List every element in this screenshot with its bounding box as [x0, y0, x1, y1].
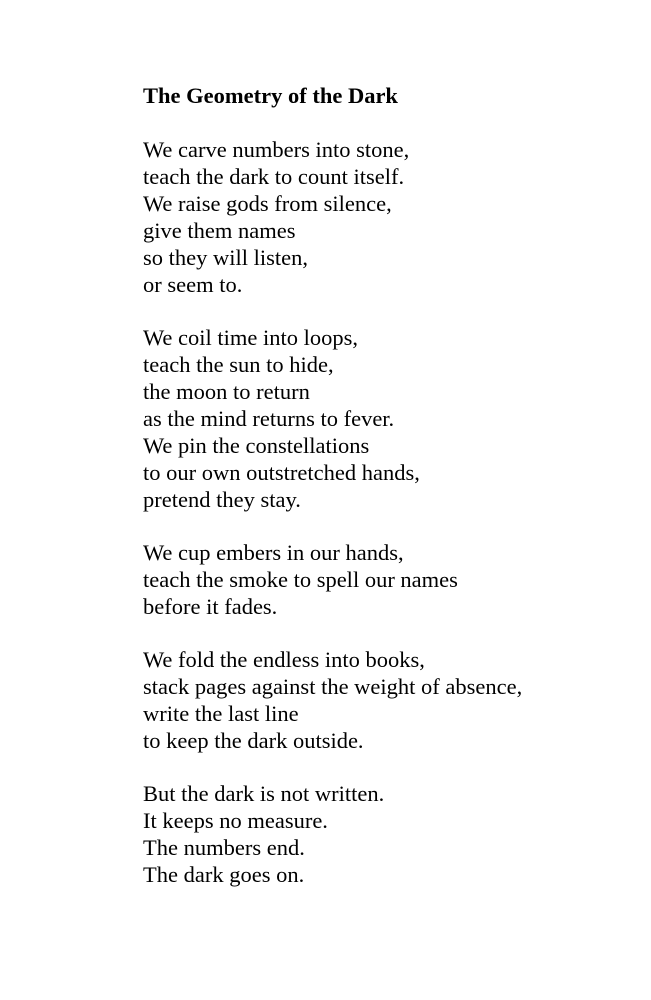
stanza	[143, 136, 633, 298]
poem-line: We fold the endless into books,	[143, 647, 425, 672]
poem-line: It keeps no measure.	[143, 808, 328, 833]
poem-line: before it fades.	[143, 594, 278, 619]
poem-line: We cup embers in our hands,	[143, 540, 404, 565]
poem-line: pretend they stay.	[143, 487, 301, 512]
stanza	[143, 646, 633, 754]
poem-line: the moon to return	[143, 379, 310, 404]
poem-line: We pin the constellations	[143, 433, 370, 458]
poem-line: We carve numbers into stone,	[143, 137, 410, 162]
poem-line: The dark goes on.	[143, 862, 305, 887]
poem-line: But the dark is not written.	[143, 781, 385, 806]
stanza	[143, 780, 633, 888]
poem-title: The Geometry of the Dark	[143, 83, 398, 108]
poem-line: to keep the dark outside.	[143, 728, 364, 753]
poem-line: or seem to.	[143, 272, 243, 297]
poem-line: We coil time into loops,	[143, 325, 359, 350]
poem	[143, 82, 633, 888]
poem-line: stack pages against the weight of absence,	[143, 674, 523, 699]
poem-line: to our own outstretched hands,	[143, 460, 420, 485]
poem-line: We raise gods from silence,	[143, 191, 392, 216]
poem-line: teach the sun to hide,	[143, 352, 334, 377]
stanza	[143, 324, 633, 513]
poem-line: as the mind returns to fever.	[143, 406, 395, 431]
poem-line: give them names	[143, 218, 296, 243]
stanza	[143, 539, 633, 620]
poem-line: The numbers end.	[143, 835, 305, 860]
poem-line: write the last line	[143, 701, 299, 726]
poem-line: teach the smoke to spell our names	[143, 567, 458, 592]
poem-line: so they will listen,	[143, 245, 308, 270]
poem-line: teach the dark to count itself.	[143, 164, 405, 189]
